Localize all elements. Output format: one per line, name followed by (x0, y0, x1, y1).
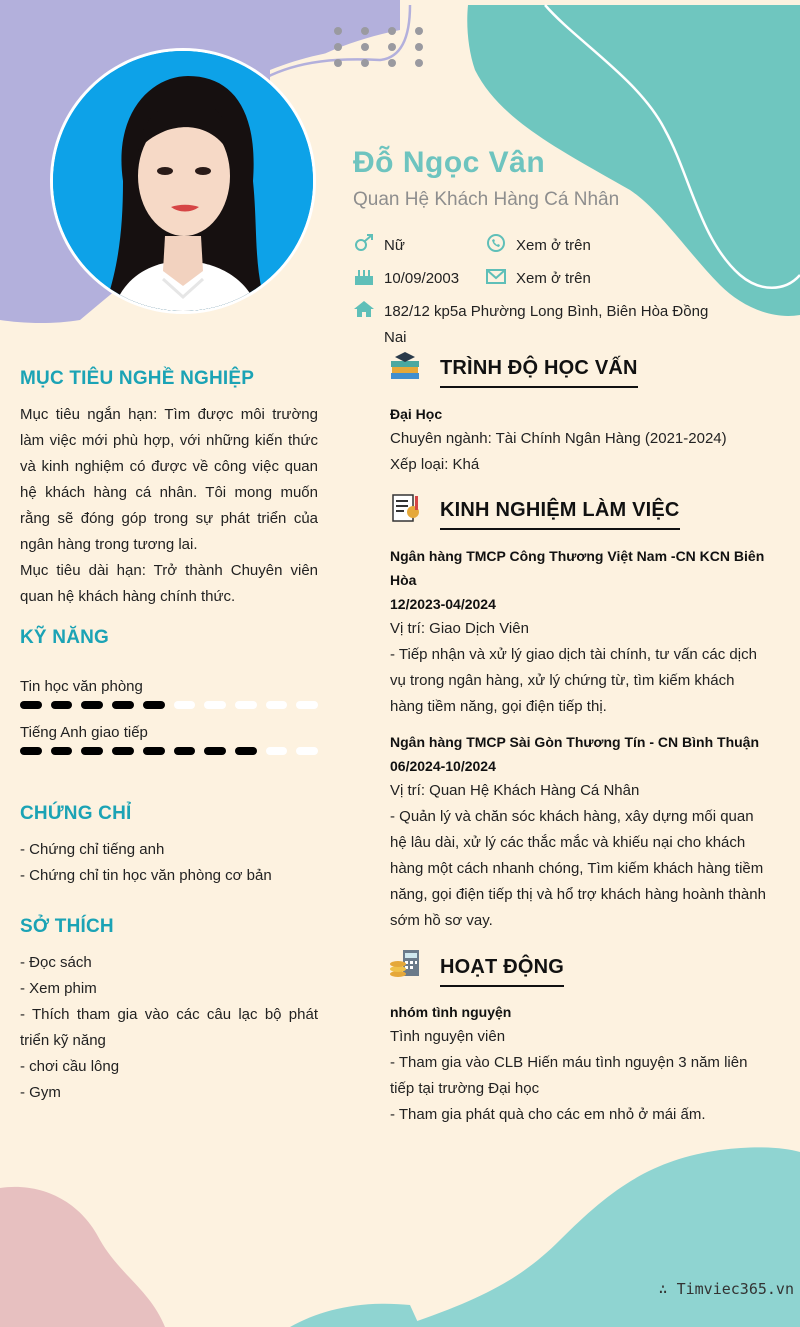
skill-dash-empty (266, 747, 288, 755)
email-row (485, 266, 591, 292)
list-item: - Gym (20, 1084, 61, 1101)
skill-dash-filled (112, 747, 134, 755)
skill-dash-filled (51, 747, 73, 755)
gender-row (353, 233, 405, 259)
education-title: TRÌNH ĐỘ HỌC VẤN (440, 357, 638, 388)
brand-watermark: ∴ Timviec365.vn (658, 1280, 794, 1298)
education-major: Chuyên ngành: Tài Chính Ngân Hàng (2021-2024) (390, 430, 727, 447)
job-company: Ngân hàng TMCP Công Thương Việt Nam -CN KCN Biên Hòa (390, 548, 765, 588)
education-school: Đại Học (390, 406, 443, 422)
skill-dash-empty (266, 701, 288, 709)
job-role: Vị trí: Giao Dịch Viên (390, 620, 529, 637)
birthday-cake-icon (353, 266, 375, 286)
list-item: - Thích tham gia vào các câu lạc bộ phát triển kỹ năng (20, 1006, 318, 1049)
birthday-row (353, 266, 459, 292)
skill-dash-empty (296, 747, 318, 755)
skill-dash-empty (296, 701, 318, 709)
objective-title: MỤC TIÊU NGHỀ NGHIỆP (20, 368, 255, 389)
list-item: - Đọc sách (20, 954, 92, 971)
coins-calculator-icon (389, 948, 421, 980)
job-company: Ngân hàng TMCP Sài Gòn Thương Tín - CN Bình Thuận (390, 734, 760, 750)
job-description: - Quản lý và chăn sóc khách hàng, xây dựng mối quan hệ lâu dài, xử lý các thắc mắc và khiếu nại cho khách hàng một cách nhanh chóng, Tìm kiếm khách hàng tiềm năng, gọi điện tiếp thị và hổ trợ khách hàng hoành thành sớm hồ sơ vay. (390, 808, 766, 929)
skill-dash-filled (112, 701, 134, 709)
job-description: - Tiếp nhận và xử lý giao dịch tài chính, tư vấn các dịch vụ trong ngân hàng, xử lý chứng từ, tìm kiếm khách hàng tiềm năng, gọi điện tiếp thị. (390, 646, 757, 715)
activity-role: Tình nguyện viên (390, 1028, 506, 1045)
birthday-value: 10/09/2003 (384, 270, 460, 287)
avatar (53, 51, 313, 311)
skills-title: KỸ NĂNG (20, 627, 110, 648)
skill-dash-filled (143, 701, 165, 709)
job-entry (390, 730, 770, 934)
activity-item: - Tham gia phát quà cho các em nhỏ ở mái ấm. (390, 1106, 706, 1123)
activity-item: - Tham gia vào CLB Hiến máu tình nguyện 3 năm liên tiếp tại trường Đại học (390, 1054, 748, 1097)
job-role: Vị trí: Quan Hệ Khách Hàng Cá Nhân (390, 782, 640, 799)
teal-blob-bottom-2 (290, 1304, 420, 1327)
objective-short-term: Mục tiêu ngắn hạn: Tìm được môi trường làm việc mới phù hợp, với những kiến thức và kinh nghiệm có được về công việc quan hệ khách hàng cá nhân. Tôi mong muốn rằng sẽ đóng góp trong sự phát triển của ngân hàng trong tương lai. (20, 406, 318, 553)
job-period: 12/2023-04/2024 (390, 596, 496, 612)
skill-dash-filled (143, 747, 165, 755)
candidate-position: Quan Hệ Khách Hàng Cá Nhân (353, 189, 620, 210)
portrait-illustration (53, 51, 313, 311)
list-item: - Xem phim (20, 980, 97, 997)
phone-icon (485, 233, 507, 253)
pink-blob-bottom (0, 1187, 165, 1327)
activity-org: nhóm tình nguyện (390, 1004, 512, 1020)
job-document-icon (389, 492, 421, 524)
skill-dash-filled (81, 701, 103, 709)
skill-dash-filled (20, 701, 42, 709)
hobbies-title: SỞ THÍCH (20, 916, 114, 937)
skill-name: Tiếng Anh giao tiếp (20, 724, 148, 741)
list-item: - chơi cầu lông (20, 1058, 120, 1075)
objective-long-term: Mục tiêu dài hạn: Trở thành Chuyên viên quan hệ khách hàng chính thức. (20, 562, 318, 605)
skill-level-bar (20, 701, 318, 709)
education-block (390, 402, 770, 478)
candidate-name: Đỗ Ngọc Vân (353, 146, 546, 179)
experience-title: KINH NGHIỆM LÀM VIỆC (440, 499, 680, 530)
activity-entry (390, 1000, 770, 1128)
job-entry (390, 544, 770, 720)
hobbies-list (20, 950, 318, 1106)
teal-blob-bottom (400, 1147, 800, 1327)
gender-value: Nữ (384, 237, 405, 254)
skill-dash-empty (204, 701, 226, 709)
skill-dash-filled (174, 747, 196, 755)
skill-dash-filled (20, 747, 42, 755)
skill-name: Tin học văn phòng (20, 678, 143, 695)
address-value: 182/12 kp5a Phường Long Bình, Biên Hòa Đồng Nai (384, 303, 709, 346)
phone-value: Xem ở trên (516, 237, 591, 254)
job-period: 06/2024-10/2024 (390, 758, 496, 774)
address-row (353, 299, 713, 351)
list-item: - Chứng chỉ tiếng anh (20, 841, 165, 858)
skill-level-bar (20, 747, 318, 755)
books-graduation-icon (389, 351, 421, 383)
skill-dash-filled (81, 747, 103, 755)
activities-title: HOẠT ĐỘNG (440, 956, 564, 987)
skill-dash-filled (51, 701, 73, 709)
skill-dash-filled (204, 747, 226, 755)
home-icon (353, 299, 375, 319)
email-value: Xem ở trên (516, 270, 591, 287)
education-rank: Xếp loại: Khá (390, 456, 480, 473)
list-item: - Chứng chỉ tin học văn phòng cơ bản (20, 867, 272, 884)
skill-dash-filled (235, 747, 257, 755)
phone-row (485, 233, 591, 259)
certificates-title: CHỨNG CHỈ (20, 803, 132, 824)
certificates-list (20, 837, 318, 889)
email-icon (485, 266, 507, 286)
skill-dash-empty (174, 701, 196, 709)
skill-dash-empty (235, 701, 257, 709)
gender-icon (353, 233, 375, 253)
